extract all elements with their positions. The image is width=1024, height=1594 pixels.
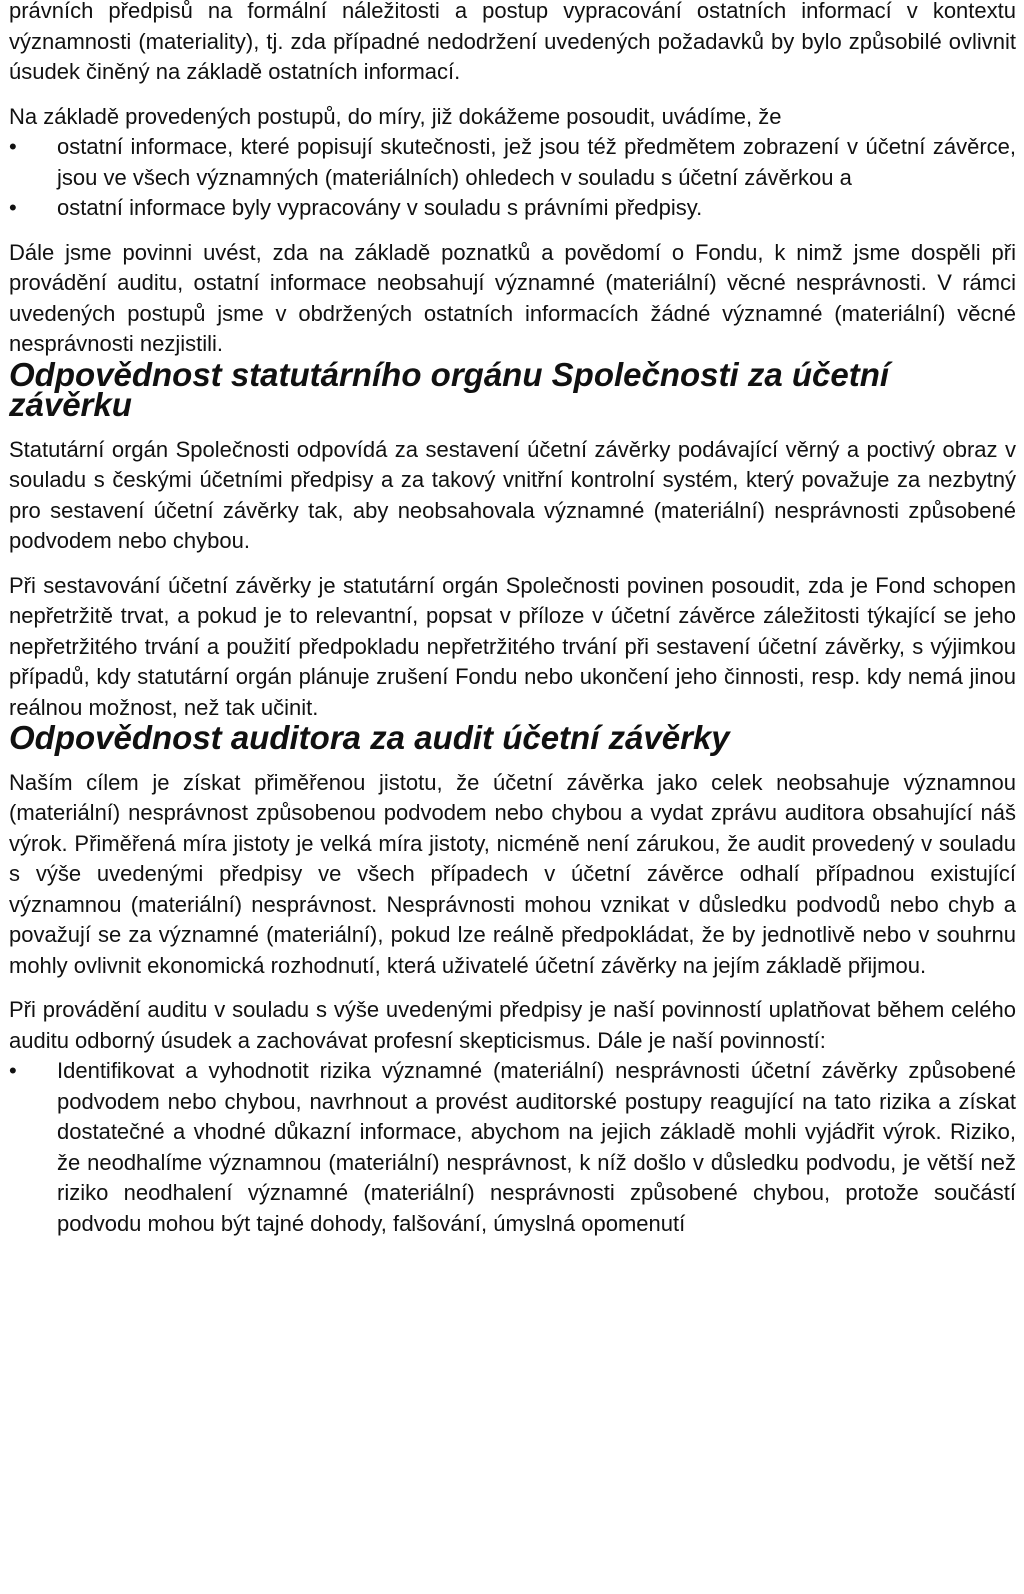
- list-item: [9, 193, 1016, 224]
- bullet-icon: •: [9, 134, 17, 159]
- section-heading-statutory: Odpovědnost statutárního orgánu Společnosti za účetní závěrku: [9, 355, 890, 423]
- bullet-icon: •: [9, 1058, 17, 1083]
- auditor-duties-list: [9, 1056, 1016, 1239]
- procedures-list: [9, 132, 1016, 224]
- statutory-paragraph-1: Statutární orgán Společnosti odpovídá za sestavení účetní závěrky podávající věrný a poctivý obraz v souladu s českými účetními předpisy a za takový vnitřní kontrolní systém, který považuje za nezbytný pro sestavení účetní závěrky tak, aby neobsahovala významné (materiální) nesprávnosti způsobené podvodem nebo chybou.: [9, 436, 1016, 553]
- section-heading-auditor: Odpovědnost auditora za audit účetní závěrky: [9, 719, 730, 756]
- auditor-paragraph-2: Při provádění auditu v souladu s výše uvedenými předpisy je naší povinností uplatňovat během celého auditu odborný úsudek a zachovávat profesní skepticismus. Dále je naší povinností:: [9, 997, 1016, 1053]
- auditor-paragraph-1: Naším cílem je získat přiměřenou jistotu, že účetní závěrka jako celek neobsahuje významnou (materiální) nesprávnost způsobenou podvodem nebo chybou a vydat zprávu auditora obsahující náš výrok. Přiměřená míra jistoty je velká míra jistoty, nicméně není zárukou, že audit provedený v souladu s výše uvedenými předpisy ve všech případech v účetní závěrce odhalí případnou existující významnou (materiální) nesprávnost. Nesprávnosti mohou vznikat v důsledku podvodů nebo chyb a považují se za významné (materiální), pokud lze reálně předpokládat, že by jednotlivě nebo v souhrnu mohly ovlivnit ekonomická rozhodnutí, která uživatelé účetní závěrky na jejím základě přijmou.: [9, 769, 1016, 978]
- list-item: [9, 132, 1016, 193]
- list-item-text: ostatní informace, které popisují skutečnosti, jež jsou též předmětem zobrazení v účetní závěrce, jsou ve všech významných (materiálních) ohledech v souladu s účetní závěrkou a: [57, 134, 1016, 190]
- list-item-text: ostatní informace byly vypracovány v souladu s právními předpisy.: [57, 195, 703, 220]
- list-item-text: Identifikovat a vyhodnotit rizika významné (materiální) nesprávnosti účetní závěrky způsobené podvodem nebo chybou, navrhnout a provést auditorské postupy reagující na tato rizika a získat dostatečné a vhodné důkazní informace, abychom na jejich základě mohli vyjádřit výrok. Riziko, že neodhalíme významnou (materiální) nesprávnost, k níž došlo v důsledku podvodu, je větší než riziko neodhalení významné (materiální) nesprávnosti způsobené chybou, protože součástí podvodu mohou být tajné dohody, falšování, úmyslná opomenutí: [57, 1058, 1016, 1236]
- statutory-paragraph-2: Při sestavování účetní závěrky je statutární orgán Společnosti povinen posoudit, zda je Fond schopen nepřetržitě trvat, a pokud je to relevantní, popsat v příloze v účetní závěrce záležitosti týkající se jeho nepřetržitého trvání a použití předpokladu nepřetržitého trvání při sestavení účetní závěrky, s výjimkou případů, kdy statutární orgán plánuje zrušení Fondu nebo ukončení jeho činnosti, resp. kdy nemá jinou reálnou možnost, než tak učinit.: [9, 572, 1016, 720]
- procedures-intro-paragraph: Na základě provedených postupů, do míry, již dokážeme posoudit, uvádíme, že: [9, 103, 782, 129]
- intro-fragment-paragraph: právních předpisů na formální náležitosti a postup vypracování ostatních informací v kontextu významnosti (materiality), tj. zda případné nedodržení uvedených požadavků by bylo způsobilé ovlivnit úsudek činěný na základě ostatních informací.: [9, 0, 1016, 84]
- bullet-icon: •: [9, 195, 17, 220]
- document-page: [9, 0, 1016, 1239]
- list-item: [9, 1056, 1016, 1239]
- obligation-paragraph: Dále jsme povinni uvést, zda na základě poznatků a povědomí o Fondu, k nimž jsme dospěli při provádění auditu, ostatní informace neobsahují významné (materiální) věcné nesprávnosti. V rámci uvedených postupů jsme v obdržených ostatních informacích žádné významné (materiální) věcné nesprávnosti nezjistili.: [9, 239, 1016, 356]
